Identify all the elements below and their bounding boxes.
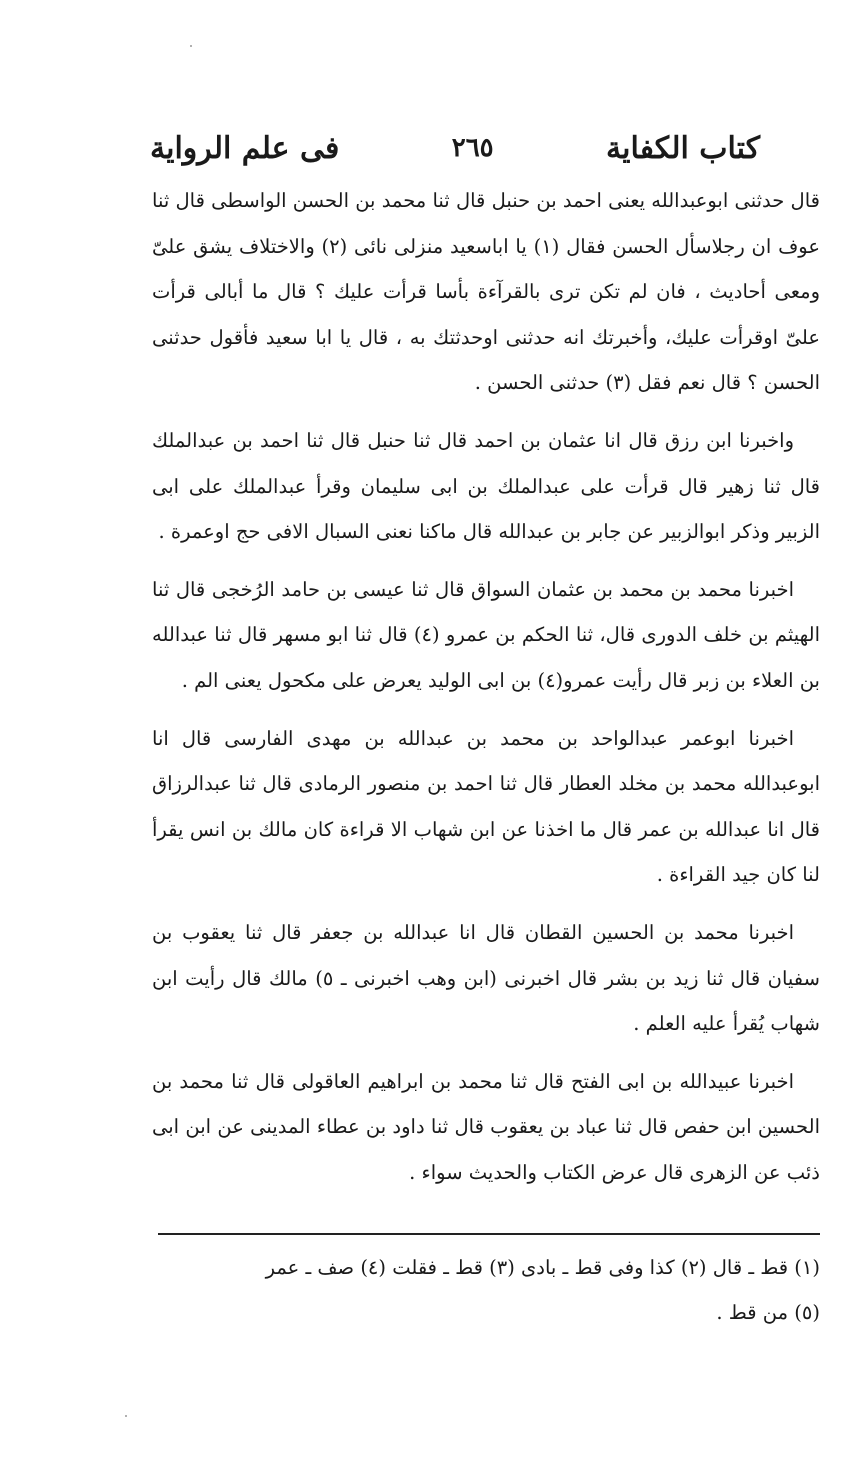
running-header [150,118,760,178]
scan-speck [125,1415,127,1417]
page-number: ٢٦٥ [451,133,494,163]
paragraph: اخبرنا محمد بن الحسين القطان قال انا عبدالله بن جعفر قال ثنا يعقوب بن سفيان قال ثنا زيد بن بشر قال اخبرنى (ابن وهب اخبرنى ـ ٥) مالك قال رأيت ابن شهاب يُقرأ عليه العلم . [152,920,820,1036]
paragraph: اخبرنا ابوعمر عبدالواحد بن محمد بن عبدالله بن مهدى الفارسى قال انا ابوعبدالله محمد بن مخلد العطار قال ثنا احمد بن منصور الرمادى قال ثنا عبدالرزاق قال انا عبدالله بن عمر قال ما اخذنا عن ابن شهاب الا قراءة كان مالك بن انس يقرأ لنا كان جيد القراءة . [152,726,820,887]
main-text [152,178,820,1195]
footnote-line: (١) قط ـ قال (٢) كذا وفى قط ـ بادى (٣) قط ـ فقلت (٤) صف ـ عمر [265,1256,820,1279]
header-book-title: كتاب الكفاية [606,130,760,166]
paragraph: واخبرنا ابن رزق قال انا عثمان بن احمد قال ثنا حنبل قال ثنا احمد بن عبدالملك قال ثنا زهير قال قرأت على عبدالملك بن ابى سليمان وقرأ عبدالملك على ابى الزبير وذكر ابوالزبير عن جابر بن عبدالله قال ماكنا نعنى السبال الافى حج اوعمرة . [152,428,820,544]
footnote-divider [158,1233,820,1235]
header-subject-title: فى علم الرواية [150,130,340,166]
paragraph: قال حدثنى ابوعبدالله يعنى احمد بن حنبل قال ثنا محمد بن الحسن الواسطى قال ثنا عوف ان رجلاسأل الحسن فقال (١) يا اباسعيد منزلى نائى (٢) والاختلاف يشق علىّ ومعى أحاديث ، فان لم تكن ترى بالقرآءة بأسا قرأت عليك ؟ قال ما أبالى قرأت علىّ اوقرأت عليك، وأخبرتك انه حدثنى اوحدثتك به ، قال يا ابا سعيد فأقول حدثنى الحسن ؟ قال نعم فقل (٣) حدثنى الحسن . [152,189,820,395]
paragraph: اخبرنا عبيدالله بن ابى الفتح قال ثنا محمد بن ابراهيم العاقولى قال ثنا محمد بن الحسين ابن حفص قال ثنا عباد بن يعقوب قال ثنا داود بن عطاء المدينى عن ابن ابى ذئب عن الزهرى قال عرض الكتاب والحديث سواء . [152,1069,820,1184]
footnote-line: (٥) من قط . [716,1301,820,1324]
footnotes [158,1245,820,1335]
scan-speck [190,45,192,47]
paragraph: اخبرنا محمد بن محمد بن عثمان السواق قال ثنا عيسى بن حامد الرُخجى قال ثنا الهيثم بن خلف الدورى قال، ثنا الحكم بن عمرو (٤) قال ثنا ابو مسهر قال ثنا عبدالله بن العلاء بن زبر قال رأيت عمرو(٤) بن ابى الوليد يعرض على مكحول يعنى الم . [152,577,820,692]
